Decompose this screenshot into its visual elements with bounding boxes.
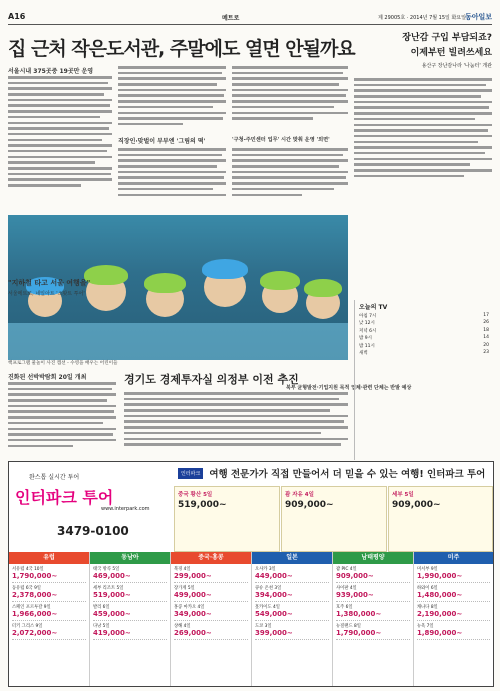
- list-item[interactable]: 뉴질랜드 8일 1,790,000~: [336, 623, 410, 640]
- sidebar-row: 밤 11시 20: [359, 342, 489, 349]
- region-column: 일본 오사카 3일 449,000~ 큐슈 온천 3일 394,000~ 훗카이도 4일 549,000~ 도쿄 3일 399,000~: [252, 552, 333, 686]
- sidebar-row: 아침 7시 17: [359, 312, 489, 319]
- teaser-line-1: 장난감 구입 부담되죠?: [402, 33, 492, 43]
- teaser-body: [354, 78, 492, 198]
- product-card[interactable]: 중국 황산 5일 519,000~: [174, 486, 280, 552]
- list-item[interactable]: 도쿄 3일 399,000~: [255, 623, 329, 640]
- list-item[interactable]: 괌 PIC 4일 909,000~: [336, 566, 410, 583]
- region-column: 동남아 태국 방콕 5일 469,000~ 세부 리조트 5일 519,000~ 발리 6일 459,000~ 다낭 5일 419,000~: [90, 552, 171, 686]
- photo-caption: 핵프로그램 물놀이 사진 캡션 - 수영을 배우는 어린이들: [8, 361, 118, 366]
- story-headline-3: 경기도 경제투자실 의정부 이전 추진: [124, 373, 299, 386]
- ad-tagline: 완스톱 실시간 투어: [29, 474, 80, 481]
- story-headline-4: 진화된 선박박람회 20일 개최: [8, 374, 87, 381]
- list-item[interactable]: 발리 6일 459,000~: [93, 604, 167, 621]
- list-item[interactable]: 홍콩 마카오 4일 349,000~: [174, 604, 248, 621]
- tv-sidebar: [354, 300, 493, 460]
- ad-badge: 인터파크: [178, 468, 203, 479]
- ad-banner: [174, 462, 493, 484]
- page-number: A16: [8, 12, 26, 21]
- product-card[interactable]: 괌 자유 4일 909,000~: [281, 486, 387, 552]
- right-teaser: [354, 30, 492, 69]
- list-item[interactable]: 다낭 5일 419,000~: [93, 623, 167, 640]
- list-item[interactable]: 오사카 3일 449,000~: [255, 566, 329, 583]
- section-name: 메트로: [222, 15, 240, 22]
- list-item[interactable]: 태국 방콕 5일 469,000~: [93, 566, 167, 583]
- article-body-left-lower: [8, 382, 116, 458]
- list-item[interactable]: 뉴욕 7일 1,890,000~: [417, 623, 490, 640]
- story-subhead-3: 북부 균형발전·기업지원 목적 업체·관련 단체는 반발 예상: [286, 385, 412, 391]
- region-column: 남태평양 괌 PIC 4일 909,000~ 사이판 4일 939,000~ 호주 6일 1,380,000~ 뉴질랜드 8일 1,790,000~: [333, 552, 414, 686]
- teaser-line-3: 용산구 장난감나라 '나눔터' 개관: [421, 63, 492, 69]
- list-item[interactable]: 하와이 6일 1,480,000~: [417, 585, 490, 602]
- list-item[interactable]: 훗카이도 4일 549,000~: [255, 604, 329, 621]
- list-item[interactable]: 사이판 4일 939,000~: [336, 585, 410, 602]
- article-body-mid1b: [118, 148, 226, 210]
- ad-brand-name: 인터파크 투어: [15, 488, 114, 507]
- list-item[interactable]: 캐나다 8일 2,190,000~: [417, 604, 490, 621]
- ad-products: [174, 486, 493, 550]
- list-item[interactable]: 미서부 9일 1,990,000~: [417, 566, 490, 583]
- issue-date: 제 29005호 · 2014년 7월 15일 화요일: [378, 15, 466, 21]
- main-headline: 집 근처 작은도서관, 주말에도 열면 안될까요: [8, 38, 355, 60]
- sub-headline-left: 서울시내 375곳중 19곳만 운영: [8, 68, 94, 75]
- teaser-line-2: 이제부턴 빌려쓰세요: [410, 48, 492, 58]
- page-header: [8, 10, 492, 25]
- ad-columns: [9, 552, 493, 686]
- list-item[interactable]: 터키 그리스 9일 2,072,000~: [12, 623, 86, 640]
- list-item[interactable]: 스페인 포르투갈 9일 1,966,000~: [12, 604, 86, 621]
- sidebar-row: 낮 12시 26: [359, 320, 489, 326]
- ad-phone[interactable]: 3479-0100: [57, 524, 129, 538]
- list-item[interactable]: 북경 4일 299,000~: [174, 566, 248, 583]
- list-item[interactable]: 호주 6일 1,380,000~: [336, 604, 410, 621]
- region-column: 유럽 서유럽 4국 10일 1,790,000~ 동유럽 6국 9일 2,378,000~ 스페인 포르투갈 9일 1,966,000~ 터키 그리스 9일 2,072,000~: [9, 552, 90, 686]
- ad-url[interactable]: www.interpark.com: [101, 506, 150, 512]
- list-item[interactable]: 장가계 5일 499,000~: [174, 585, 248, 602]
- article-body-left: [8, 76, 112, 208]
- article-body-mid2: [232, 66, 348, 136]
- product-card[interactable]: 세부 5일 909,000~: [388, 486, 493, 552]
- sidebar-row: 밤 9시 14: [359, 335, 489, 341]
- sidebar-row: 새벽 23: [359, 350, 489, 356]
- travel-advertisement[interactable]: [8, 461, 494, 687]
- newspaper-logo: 동아일보: [464, 13, 492, 21]
- sidebar-row: 저녁 6시 18: [359, 327, 489, 334]
- ad-banner-message: 여행 전문가가 직접 만들어서 더 믿을 수 있는 여행! 인터파크 투어: [209, 469, 486, 480]
- story-subhead-2: 서울메트로, 네일아트 '스팟트 투어': [8, 291, 85, 297]
- list-item[interactable]: 상해 4일 269,000~: [174, 623, 248, 640]
- sub-headline-mid1: 직장인·맞벌이 부부엔 '그림의 떡': [118, 138, 206, 145]
- story-headline-2: "지하철 타고 서울 여행을": [8, 279, 91, 287]
- list-item[interactable]: 세부 리조트 5일 519,000~: [93, 585, 167, 602]
- region-column: 미주 미서부 9일 1,990,000~ 하와이 6일 1,480,000~ 캐나다 8일 2,190,000~ 뉴욕 7일 1,890,000~: [414, 552, 493, 686]
- sub-headline-mid2: '구청-주민센터 업무' 시간 맞춰 운영 '외면': [232, 137, 330, 143]
- sidebar-title: 오늘의 TV: [359, 304, 388, 311]
- article-body-mid2b: [232, 148, 348, 210]
- list-item[interactable]: 서유럽 4국 10일 1,790,000~: [12, 566, 86, 583]
- list-item[interactable]: 큐슈 온천 3일 394,000~: [255, 585, 329, 602]
- region-column: 중국·홍콩 북경 4일 299,000~ 장가계 5일 499,000~ 홍콩 마카오 4일 349,000~ 상해 4일 269,000~: [171, 552, 252, 686]
- list-item[interactable]: 동유럽 6국 9일 2,378,000~: [12, 585, 86, 602]
- article-body-bottom: [124, 392, 348, 458]
- ad-brand: [9, 462, 174, 552]
